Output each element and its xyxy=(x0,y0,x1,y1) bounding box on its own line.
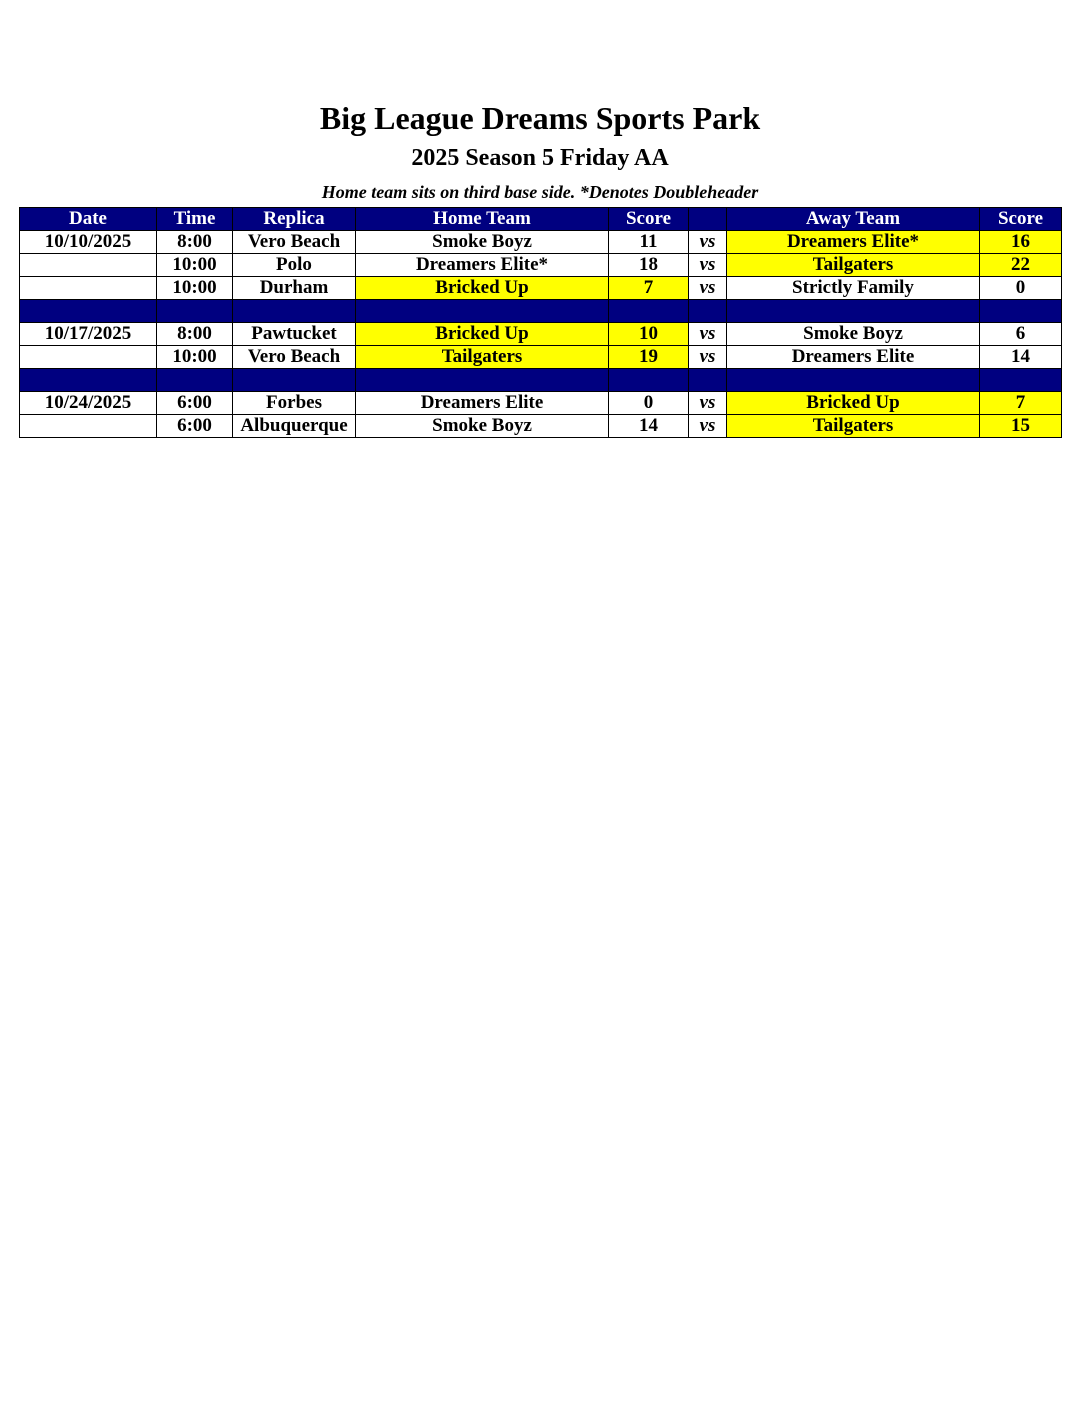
away-score-cell: 14 xyxy=(980,346,1062,369)
away-team-cell: Strictly Family xyxy=(727,277,980,300)
column-header-time: Time xyxy=(157,208,233,231)
away-team-cell: Bricked Up xyxy=(727,392,980,415)
home-team-cell: Smoke Boyz xyxy=(356,231,609,254)
date-cell xyxy=(20,415,157,438)
separator-cell xyxy=(980,300,1062,323)
replica-cell: Vero Beach xyxy=(233,346,356,369)
time-cell: 10:00 xyxy=(157,346,233,369)
away-team-cell: Tailgaters xyxy=(727,254,980,277)
separator-cell xyxy=(20,369,157,392)
separator-row xyxy=(20,369,1062,392)
date-cell xyxy=(20,254,157,277)
game-row xyxy=(20,415,1062,438)
home-score-cell: 0 xyxy=(609,392,689,415)
time-cell: 6:00 xyxy=(157,392,233,415)
home-team-cell: Dreamers Elite xyxy=(356,392,609,415)
vs-label: vs xyxy=(689,392,727,415)
column-header-date: Date xyxy=(20,208,157,231)
separator-row xyxy=(20,300,1062,323)
away-score-cell: 16 xyxy=(980,231,1062,254)
replica-cell: Polo xyxy=(233,254,356,277)
replica-cell: Durham xyxy=(233,277,356,300)
page-title: Big League Dreams Sports Park xyxy=(319,100,761,136)
home-team-cell: Tailgaters xyxy=(356,346,609,369)
separator-cell xyxy=(727,300,980,323)
home-score-cell: 10 xyxy=(609,323,689,346)
vs-label: vs xyxy=(689,323,727,346)
away-team-cell: Dreamers Elite xyxy=(727,346,980,369)
column-header-away-team: Away Team xyxy=(727,208,980,231)
page-subtitle: 2025 Season 5 Friday AA xyxy=(411,145,669,171)
away-team-cell: Tailgaters xyxy=(727,415,980,438)
separator-cell xyxy=(356,300,609,323)
table-header-row xyxy=(20,208,1062,231)
away-team-cell: Smoke Boyz xyxy=(727,323,980,346)
game-row xyxy=(20,323,1062,346)
column-header-away-score: Score xyxy=(980,208,1062,231)
away-score-cell: 6 xyxy=(980,323,1062,346)
vs-label: vs xyxy=(689,231,727,254)
column-header-home-team: Home Team xyxy=(356,208,609,231)
game-row xyxy=(20,346,1062,369)
vs-label: vs xyxy=(689,415,727,438)
home-score-cell: 7 xyxy=(609,277,689,300)
date-cell: 10/24/2025 xyxy=(20,392,157,415)
vs-label: vs xyxy=(689,277,727,300)
home-score-cell: 18 xyxy=(609,254,689,277)
column-header-replica: Replica xyxy=(233,208,356,231)
separator-cell xyxy=(233,300,356,323)
separator-cell xyxy=(689,300,727,323)
separator-cell xyxy=(356,369,609,392)
separator-cell xyxy=(727,369,980,392)
separator-cell xyxy=(609,369,689,392)
game-row xyxy=(20,231,1062,254)
date-cell xyxy=(20,277,157,300)
game-row xyxy=(20,277,1062,300)
schedule-table xyxy=(19,207,1062,438)
vs-label: vs xyxy=(689,346,727,369)
separator-cell xyxy=(157,369,233,392)
game-row xyxy=(20,254,1062,277)
home-team-cell: Smoke Boyz xyxy=(356,415,609,438)
away-score-cell: 0 xyxy=(980,277,1062,300)
replica-cell: Albuquerque xyxy=(233,415,356,438)
date-cell xyxy=(20,346,157,369)
home-team-cell: Bricked Up xyxy=(356,323,609,346)
column-header-home-score: Score xyxy=(609,208,689,231)
game-row xyxy=(20,392,1062,415)
replica-cell: Forbes xyxy=(233,392,356,415)
separator-cell xyxy=(233,369,356,392)
time-cell: 8:00 xyxy=(157,231,233,254)
schedule-body xyxy=(20,231,1062,438)
time-cell: 10:00 xyxy=(157,277,233,300)
home-team-cell: Bricked Up xyxy=(356,277,609,300)
away-team-cell: Dreamers Elite* xyxy=(727,231,980,254)
away-score-cell: 22 xyxy=(980,254,1062,277)
separator-cell xyxy=(609,300,689,323)
away-score-cell: 7 xyxy=(980,392,1062,415)
separator-cell xyxy=(20,300,157,323)
home-score-cell: 19 xyxy=(609,346,689,369)
separator-cell xyxy=(689,369,727,392)
away-score-cell: 15 xyxy=(980,415,1062,438)
separator-cell xyxy=(157,300,233,323)
date-cell: 10/17/2025 xyxy=(20,323,157,346)
time-cell: 10:00 xyxy=(157,254,233,277)
separator-cell xyxy=(980,369,1062,392)
time-cell: 6:00 xyxy=(157,415,233,438)
home-score-cell: 11 xyxy=(609,231,689,254)
home-score-cell: 14 xyxy=(609,415,689,438)
date-cell: 10/10/2025 xyxy=(20,231,157,254)
schedule-note: Home team sits on third base side. *Denotes Doubleheader xyxy=(321,182,759,202)
vs-label: vs xyxy=(689,254,727,277)
time-cell: 8:00 xyxy=(157,323,233,346)
home-team-cell: Dreamers Elite* xyxy=(356,254,609,277)
column-header-vs xyxy=(689,208,727,231)
replica-cell: Vero Beach xyxy=(233,231,356,254)
replica-cell: Pawtucket xyxy=(233,323,356,346)
